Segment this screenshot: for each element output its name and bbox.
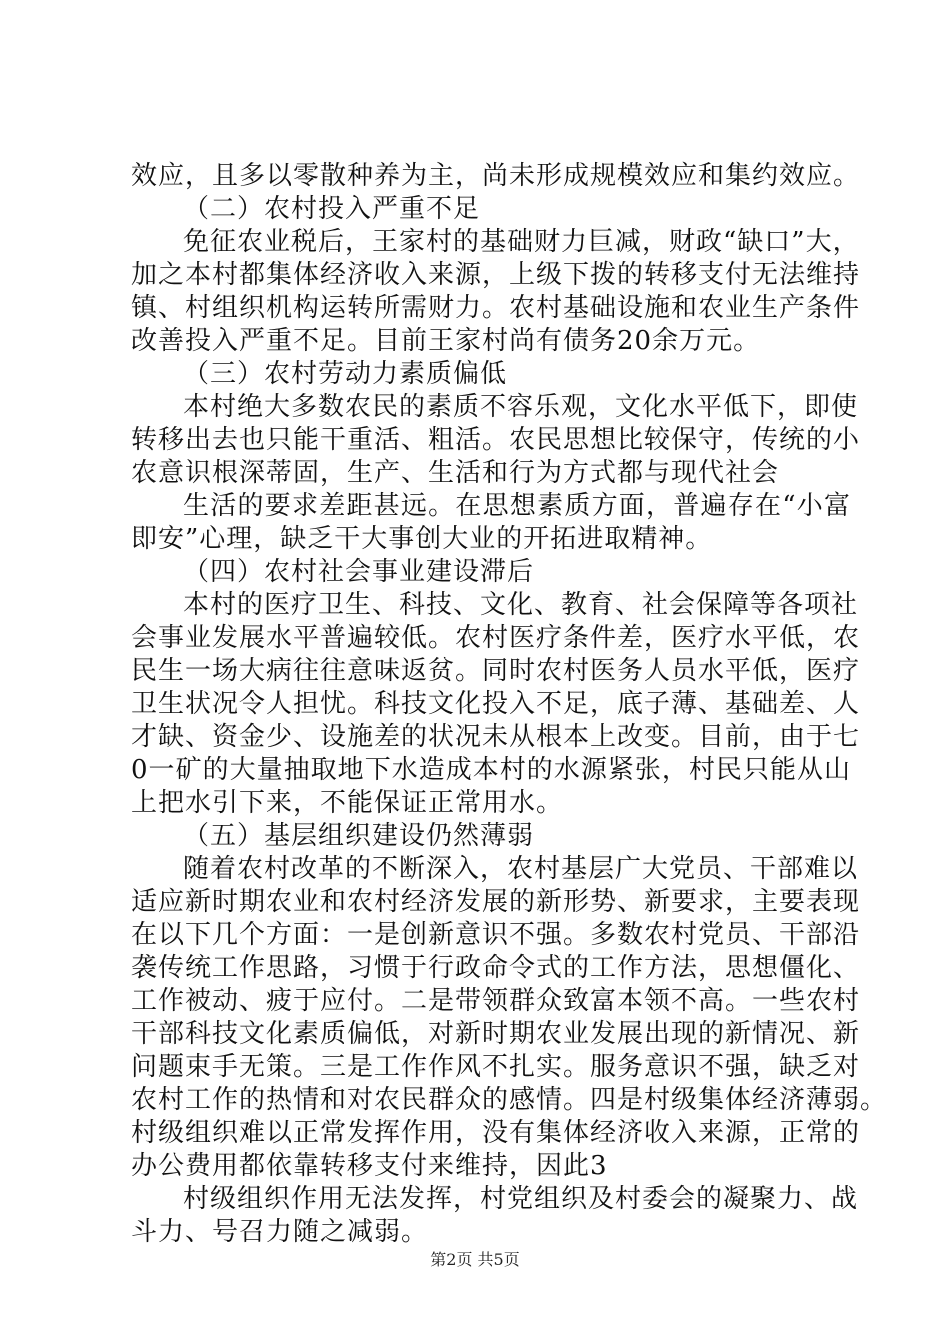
paragraph-line: 镇、村组织机构运转所需财力。农村基础设施和农业生产条件 [131,293,861,323]
paragraph-line: 办公费用都依靠转移支付来维持，因此3 [131,1151,608,1181]
page-number-footer: 第2页 共5页 [430,1250,520,1269]
paragraph-line: 工作被动、疲于应付。二是带领群众致富本领不高。一些农村 [131,986,861,1016]
paragraph-line: 本村绝大多数农民的素质不容乐观，文化水平低下，即使 [183,392,859,422]
section-heading-5: （五）基层组织建设仍然薄弱 [183,821,535,851]
paragraph-line: 卫生状况令人担忧。科技文化投入不足，底子薄、基础差、人 [131,689,861,719]
paragraph-line: 袭传统工作思路，习惯于行政命令式的工作方法，思想僵化、 [131,953,861,983]
paragraph-line: 农村工作的热情和对农民群众的感情。四是村级集体经济薄弱。 [131,1085,888,1115]
paragraph-line: 加之本村都集体经济收入来源，上级下拨的转移支付无法维持 [131,260,861,290]
paragraph-line: 村级组织难以正常发挥作用，没有集体经济收入来源，正常的 [131,1118,861,1148]
paragraph-line: 改善投入严重不足。目前王家村尚有债务20余万元。 [131,326,761,356]
paragraph-line: 即安”心理，缺乏干大事创大业的开拓进取精神。 [131,524,713,554]
paragraph-line: 上把水引下来，不能保证正常用水。 [131,788,564,818]
paragraph-line: 问题束手无策。三是工作作风不扎实。服务意识不强，缺乏对 [131,1052,861,1082]
paragraph-line: 农意识根深蒂固，生产、生活和行为方式都与现代社会 [131,458,780,488]
paragraph-line: 在以下几个方面：一是创新意识不强。多数农村党员、干部沿 [131,920,861,950]
paragraph-line: 随着农村改革的不断深入，农村基层广大党员、干部难以 [183,854,859,884]
paragraph-line: 免征农业税后，王家村的基础财力巨减，财政“缺口”大， [183,227,860,257]
paragraph-line: 适应新时期农业和农村经济发展的新形势、新要求，主要表现 [131,887,861,917]
paragraph-line: 斗力、号召力随之减弱。 [131,1217,429,1247]
paragraph-line: 村级组织作用无法发挥，村党组织及村委会的凝聚力、战 [183,1184,859,1214]
section-heading-2: （二）农村投入严重不足 [183,194,481,224]
paragraph-line: 生活的要求差距甚远。在思想素质方面，普遍存在“小富 [183,491,851,521]
section-heading-3: （三）农村劳动力素质偏低 [183,359,508,389]
paragraph-line: 0一矿的大量抽取地下水造成本村的水源紧张，村民只能从山 [131,755,851,785]
paragraph-line: 效应，且多以零散种养为主，尚未形成规模效应和集约效应。 [131,161,861,191]
paragraph-line: 民生一场大病往往意味返贫。同时农村医务人员水平低，医疗 [131,656,861,686]
paragraph-line: 转移出去也只能干重活、粗活。农民思想比较保守，传统的小 [131,425,861,455]
paragraph-line: 才缺、资金少、设施差的状况未从根本上改变。目前，由于七 [131,722,861,752]
paragraph-line: 干部科技文化素质偏低，对新时期农业发展出现的新情况、新 [131,1019,861,1049]
paragraph-line: 本村的医疗卫生、科技、文化、教育、社会保障等各项社 [183,590,859,620]
paragraph-line: 会事业发展水平普遍较低。农村医疗条件差，医疗水平低，农 [131,623,861,653]
section-heading-4: （四）农村社会事业建设滞后 [183,557,535,587]
